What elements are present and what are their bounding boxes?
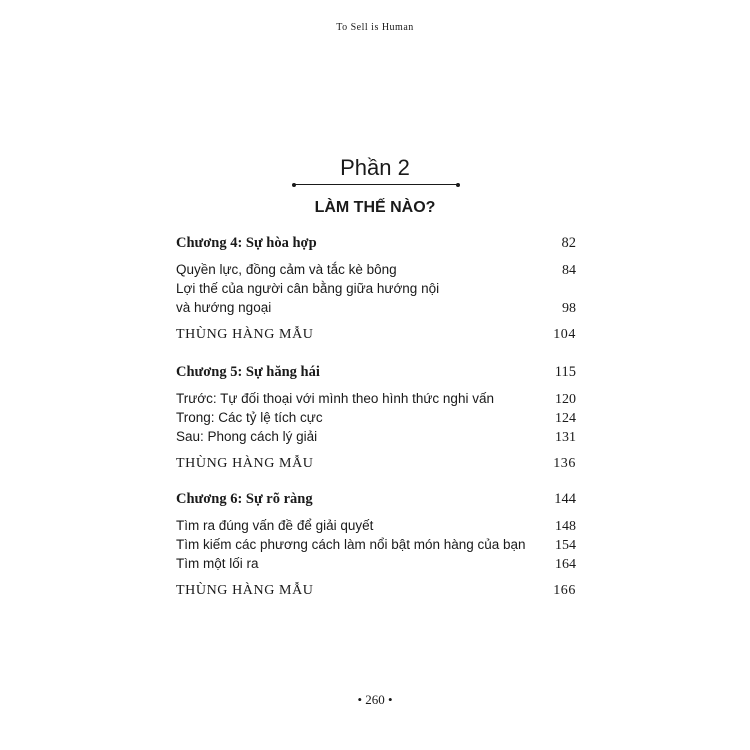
toc-sample-box[interactable] xyxy=(176,583,576,603)
toc-title: Sau: Phong cách lý giải xyxy=(176,429,318,444)
toc-page-number: 136 xyxy=(553,456,576,471)
toc-title: Tìm kiếm các phương cách làm nổi bật món hàng của bạn xyxy=(176,537,526,552)
running-head: To Sell is Human xyxy=(336,22,414,33)
toc-page-number: 120 xyxy=(555,392,576,407)
toc-page-number: 164 xyxy=(555,557,576,572)
toc-title: Trước: Tự đối thoại với mình theo hình thức nghi vấn xyxy=(176,391,494,406)
toc-page-number: 131 xyxy=(555,430,576,445)
toc-title: THÙNG HÀNG MẪU xyxy=(176,583,314,598)
page-number: • 260 • xyxy=(357,692,393,707)
toc-entry[interactable] xyxy=(176,391,576,411)
toc-entry[interactable] xyxy=(176,556,576,576)
toc-page-number: 115 xyxy=(554,364,576,380)
toc-entry[interactable] xyxy=(176,281,576,301)
toc-entry[interactable] xyxy=(176,537,576,557)
toc-entry[interactable] xyxy=(176,300,576,320)
part-title: Phần 2 xyxy=(340,155,410,180)
toc-title: Chương 6: Sự rõ ràng xyxy=(176,491,313,507)
toc-title: Tìm ra đúng vấn đề để giải quyết xyxy=(176,518,374,533)
toc-chapter[interactable] xyxy=(176,491,576,511)
toc-title: Chương 4: Sự hòa hợp xyxy=(176,235,317,251)
toc-title: Quyền lực, đồng cảm và tắc kè bông xyxy=(176,262,397,277)
part-subtitle: LÀM THẾ NÀO? xyxy=(314,199,436,216)
toc-entry[interactable] xyxy=(176,410,576,430)
toc-entry[interactable] xyxy=(176,262,576,282)
toc-title: Lợi thế của người cân bằng giữa hướng nội xyxy=(176,281,440,296)
toc-page-number: 166 xyxy=(553,583,576,598)
toc-title: THÙNG HÀNG MẪU xyxy=(176,456,314,471)
toc-entry[interactable] xyxy=(176,429,576,449)
toc-page-number: 82 xyxy=(561,235,576,251)
toc-title: Trong: Các tỷ lệ tích cực xyxy=(176,410,323,425)
rule-line xyxy=(295,184,457,185)
toc-chapter[interactable] xyxy=(176,364,576,384)
toc-entry[interactable] xyxy=(176,518,576,538)
toc-page-number: 84 xyxy=(562,263,576,278)
toc-page-number: 104 xyxy=(553,327,576,342)
toc-page-number: 124 xyxy=(555,411,576,426)
toc-title: Chương 5: Sự hăng hái xyxy=(176,364,320,380)
toc-page-number: 154 xyxy=(555,538,576,553)
ornamental-rule xyxy=(292,183,460,187)
toc-page-number: 98 xyxy=(562,301,576,316)
toc-title: và hướng ngoại xyxy=(176,300,272,315)
toc-sample-box[interactable] xyxy=(176,327,576,347)
toc-page-number: 148 xyxy=(555,519,576,534)
toc-page-number: 144 xyxy=(554,491,576,507)
toc-sample-box[interactable] xyxy=(176,456,576,476)
toc-chapter[interactable] xyxy=(176,235,576,255)
toc-title: Tìm một lối ra xyxy=(176,556,259,571)
rule-end-dot xyxy=(456,183,460,187)
toc-title: THÙNG HÀNG MẪU xyxy=(176,327,314,342)
